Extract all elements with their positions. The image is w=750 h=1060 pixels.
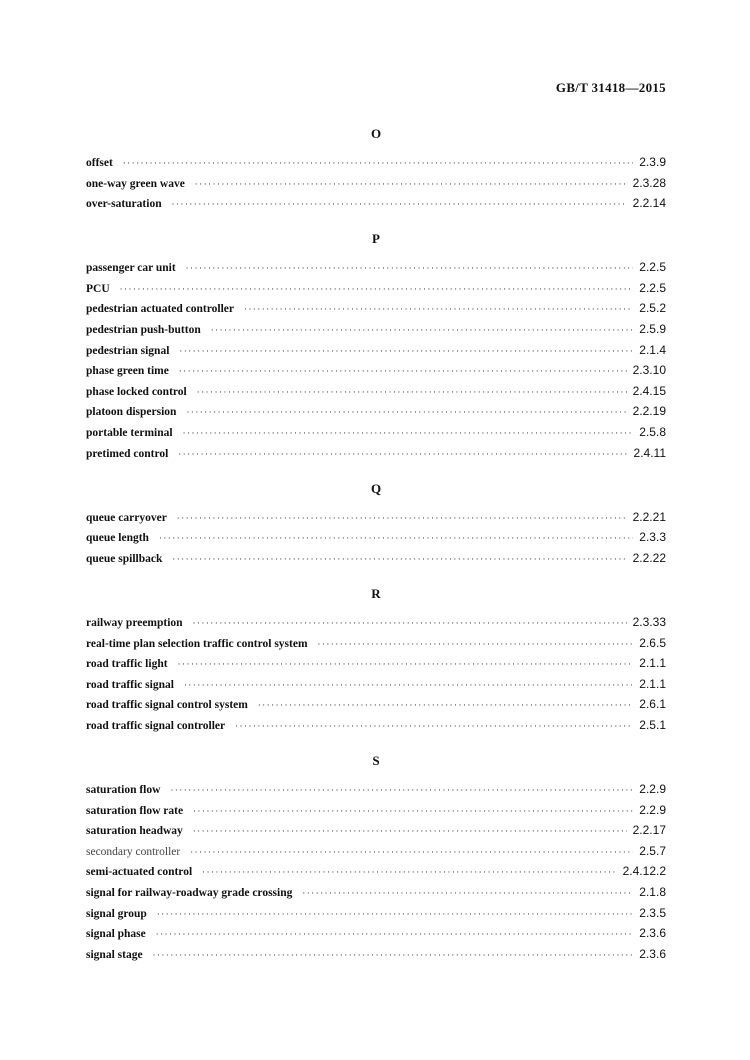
index-list	[86, 124, 666, 980]
dot-leader	[193, 802, 633, 823]
index-entry	[86, 527, 666, 548]
index-entry	[86, 173, 666, 194]
entry-term: platoon dispersion	[86, 406, 177, 419]
dot-leader	[177, 509, 627, 530]
section-letter: Q	[370, 480, 382, 496]
index-section-s	[86, 751, 666, 964]
index-entry	[86, 422, 666, 443]
entry-reference: 2.3.6	[639, 946, 666, 961]
entry-term: phase locked control	[86, 385, 187, 398]
section-letter: P	[372, 231, 380, 247]
entry-term: PCU	[86, 282, 110, 295]
entry-term: pretimed control	[86, 447, 169, 460]
entry-reference: 2.2.17	[632, 823, 666, 838]
entry-reference: 2.6.1	[639, 697, 666, 712]
dot-leader	[179, 342, 633, 363]
entry-term: saturation flow rate	[86, 804, 184, 817]
index-entry	[86, 278, 666, 299]
entry-reference: 2.2.19	[632, 404, 666, 419]
index-entry	[86, 340, 666, 361]
entry-term: pedestrian signal	[86, 344, 170, 357]
index-entry	[86, 401, 666, 422]
dot-leader	[120, 280, 634, 301]
entry-term: signal group	[86, 907, 147, 920]
index-entry	[86, 152, 666, 173]
entry-reference: 2.3.6	[639, 926, 666, 941]
dot-leader	[186, 403, 626, 424]
index-entry	[86, 612, 666, 633]
dot-leader	[156, 925, 634, 946]
index-entry	[86, 715, 666, 736]
section-letter: O	[370, 126, 382, 141]
index-section-r	[86, 584, 666, 736]
dot-leader	[235, 717, 633, 738]
dot-leader	[190, 843, 633, 864]
dot-leader	[172, 195, 627, 216]
entry-term: signal phase	[86, 928, 146, 941]
index-entry	[86, 319, 666, 340]
entry-term: phase green time	[86, 365, 169, 378]
entry-reference: 2.5.7	[639, 843, 666, 858]
entry-reference: 2.3.5	[639, 905, 666, 920]
entry-reference: 2.4.15	[632, 383, 666, 398]
entry-reference: 2.2.9	[639, 802, 666, 817]
entry-reference: 2.3.28	[632, 175, 666, 190]
index-entry	[86, 443, 666, 464]
entry-term: saturation flow	[86, 784, 161, 797]
dot-leader	[183, 424, 634, 445]
index-entry	[86, 882, 666, 903]
dot-leader	[302, 884, 633, 905]
dot-leader	[179, 362, 627, 383]
entry-reference: 2.2.5	[639, 280, 666, 295]
index-entry	[86, 779, 666, 800]
dot-leader	[170, 781, 633, 802]
entry-term: one-way green wave	[86, 177, 185, 190]
dot-leader	[318, 635, 634, 656]
index-entry	[86, 800, 666, 821]
entry-reference: 2.3.3	[639, 530, 666, 545]
section-letter: S	[372, 753, 380, 769]
index-entry	[86, 193, 666, 214]
index-entry	[86, 360, 666, 381]
dot-leader	[123, 154, 633, 175]
dot-leader	[172, 550, 626, 571]
index-entry	[86, 820, 666, 841]
entry-term: queue length	[86, 532, 149, 545]
index-entry	[86, 507, 666, 528]
entry-reference: 2.2.9	[639, 782, 666, 797]
section-letter: R	[371, 586, 381, 601]
dot-leader	[159, 529, 633, 550]
entry-term: semi-actuated control	[86, 866, 193, 879]
dot-leader	[244, 300, 633, 321]
index-entry	[86, 923, 666, 944]
index-entry	[86, 653, 666, 674]
entry-reference: 2.6.5	[639, 635, 666, 650]
entry-term: passenger car unit	[86, 262, 176, 275]
dot-leader	[202, 863, 616, 884]
index-entry	[86, 633, 666, 654]
entry-reference: 2.1.1	[639, 676, 666, 691]
entry-term: road traffic light	[86, 658, 168, 671]
dot-leader	[211, 321, 634, 342]
entry-reference: 2.4.12.2	[622, 864, 666, 879]
entry-term: signal for railway-roadway grade crossing	[86, 887, 293, 900]
index-entry	[86, 381, 666, 402]
entry-reference: 2.3.9	[639, 155, 666, 169]
entry-term: saturation headway	[86, 825, 183, 838]
dot-leader	[178, 445, 627, 466]
entry-term: queue carryover	[86, 511, 167, 524]
dot-leader	[153, 946, 634, 967]
index-entry	[86, 903, 666, 924]
entry-term: road traffic signal control system	[86, 699, 248, 712]
entry-reference: 2.1.4	[639, 342, 666, 357]
dot-leader	[184, 676, 633, 697]
dot-leader	[197, 383, 627, 404]
entry-reference: 2.5.2	[639, 301, 666, 316]
dot-leader	[195, 175, 627, 196]
index-section-q	[86, 479, 666, 569]
index-entry	[86, 841, 666, 862]
entry-term: pedestrian push-button	[86, 324, 201, 337]
entry-term: road traffic signal	[86, 678, 174, 691]
entry-reference: 2.2.14	[632, 196, 666, 211]
entry-reference: 2.4.11	[633, 445, 666, 460]
entry-reference: 2.3.10	[632, 363, 666, 378]
index-entry	[86, 674, 666, 695]
dot-leader	[258, 696, 633, 717]
entry-reference: 2.5.8	[639, 425, 666, 440]
index-entry	[86, 257, 666, 278]
dot-leader	[193, 822, 627, 843]
entry-term: pedestrian actuated controller	[86, 303, 234, 316]
index-entry	[86, 861, 666, 882]
entry-term: real-time plan selection traffic control system	[86, 637, 308, 650]
index-entry	[86, 548, 666, 569]
entry-term: over-saturation	[86, 198, 162, 211]
dot-leader	[157, 905, 633, 926]
entry-reference: 2.2.21	[632, 509, 666, 524]
index-section-p	[86, 229, 666, 463]
index-entry	[86, 944, 666, 965]
entry-reference: 2.1.8	[639, 885, 666, 900]
entry-term: portable terminal	[86, 427, 173, 440]
dot-leader	[178, 655, 634, 676]
entry-reference: 2.2.22	[632, 550, 666, 565]
entry-reference: 2.2.5	[639, 260, 666, 275]
entry-reference: 2.5.9	[639, 322, 666, 337]
entry-term: railway preemption	[86, 617, 183, 629]
entry-term: signal stage	[86, 948, 143, 961]
dot-leader	[193, 614, 627, 635]
standard-number: GB/T 31418—2015	[555, 80, 666, 95]
entry-term: secondary controller	[86, 845, 181, 858]
index-entry	[86, 694, 666, 715]
dot-leader	[186, 259, 634, 280]
entry-reference: 2.3.33	[632, 615, 666, 629]
entry-reference: 2.5.1	[639, 717, 666, 732]
index-section-o	[86, 124, 666, 214]
entry-reference: 2.1.1	[639, 656, 666, 671]
entry-term: road traffic signal controller	[86, 719, 226, 732]
index-entry	[86, 298, 666, 319]
entry-term: queue spillback	[86, 552, 163, 565]
entry-term: offset	[86, 157, 113, 169]
